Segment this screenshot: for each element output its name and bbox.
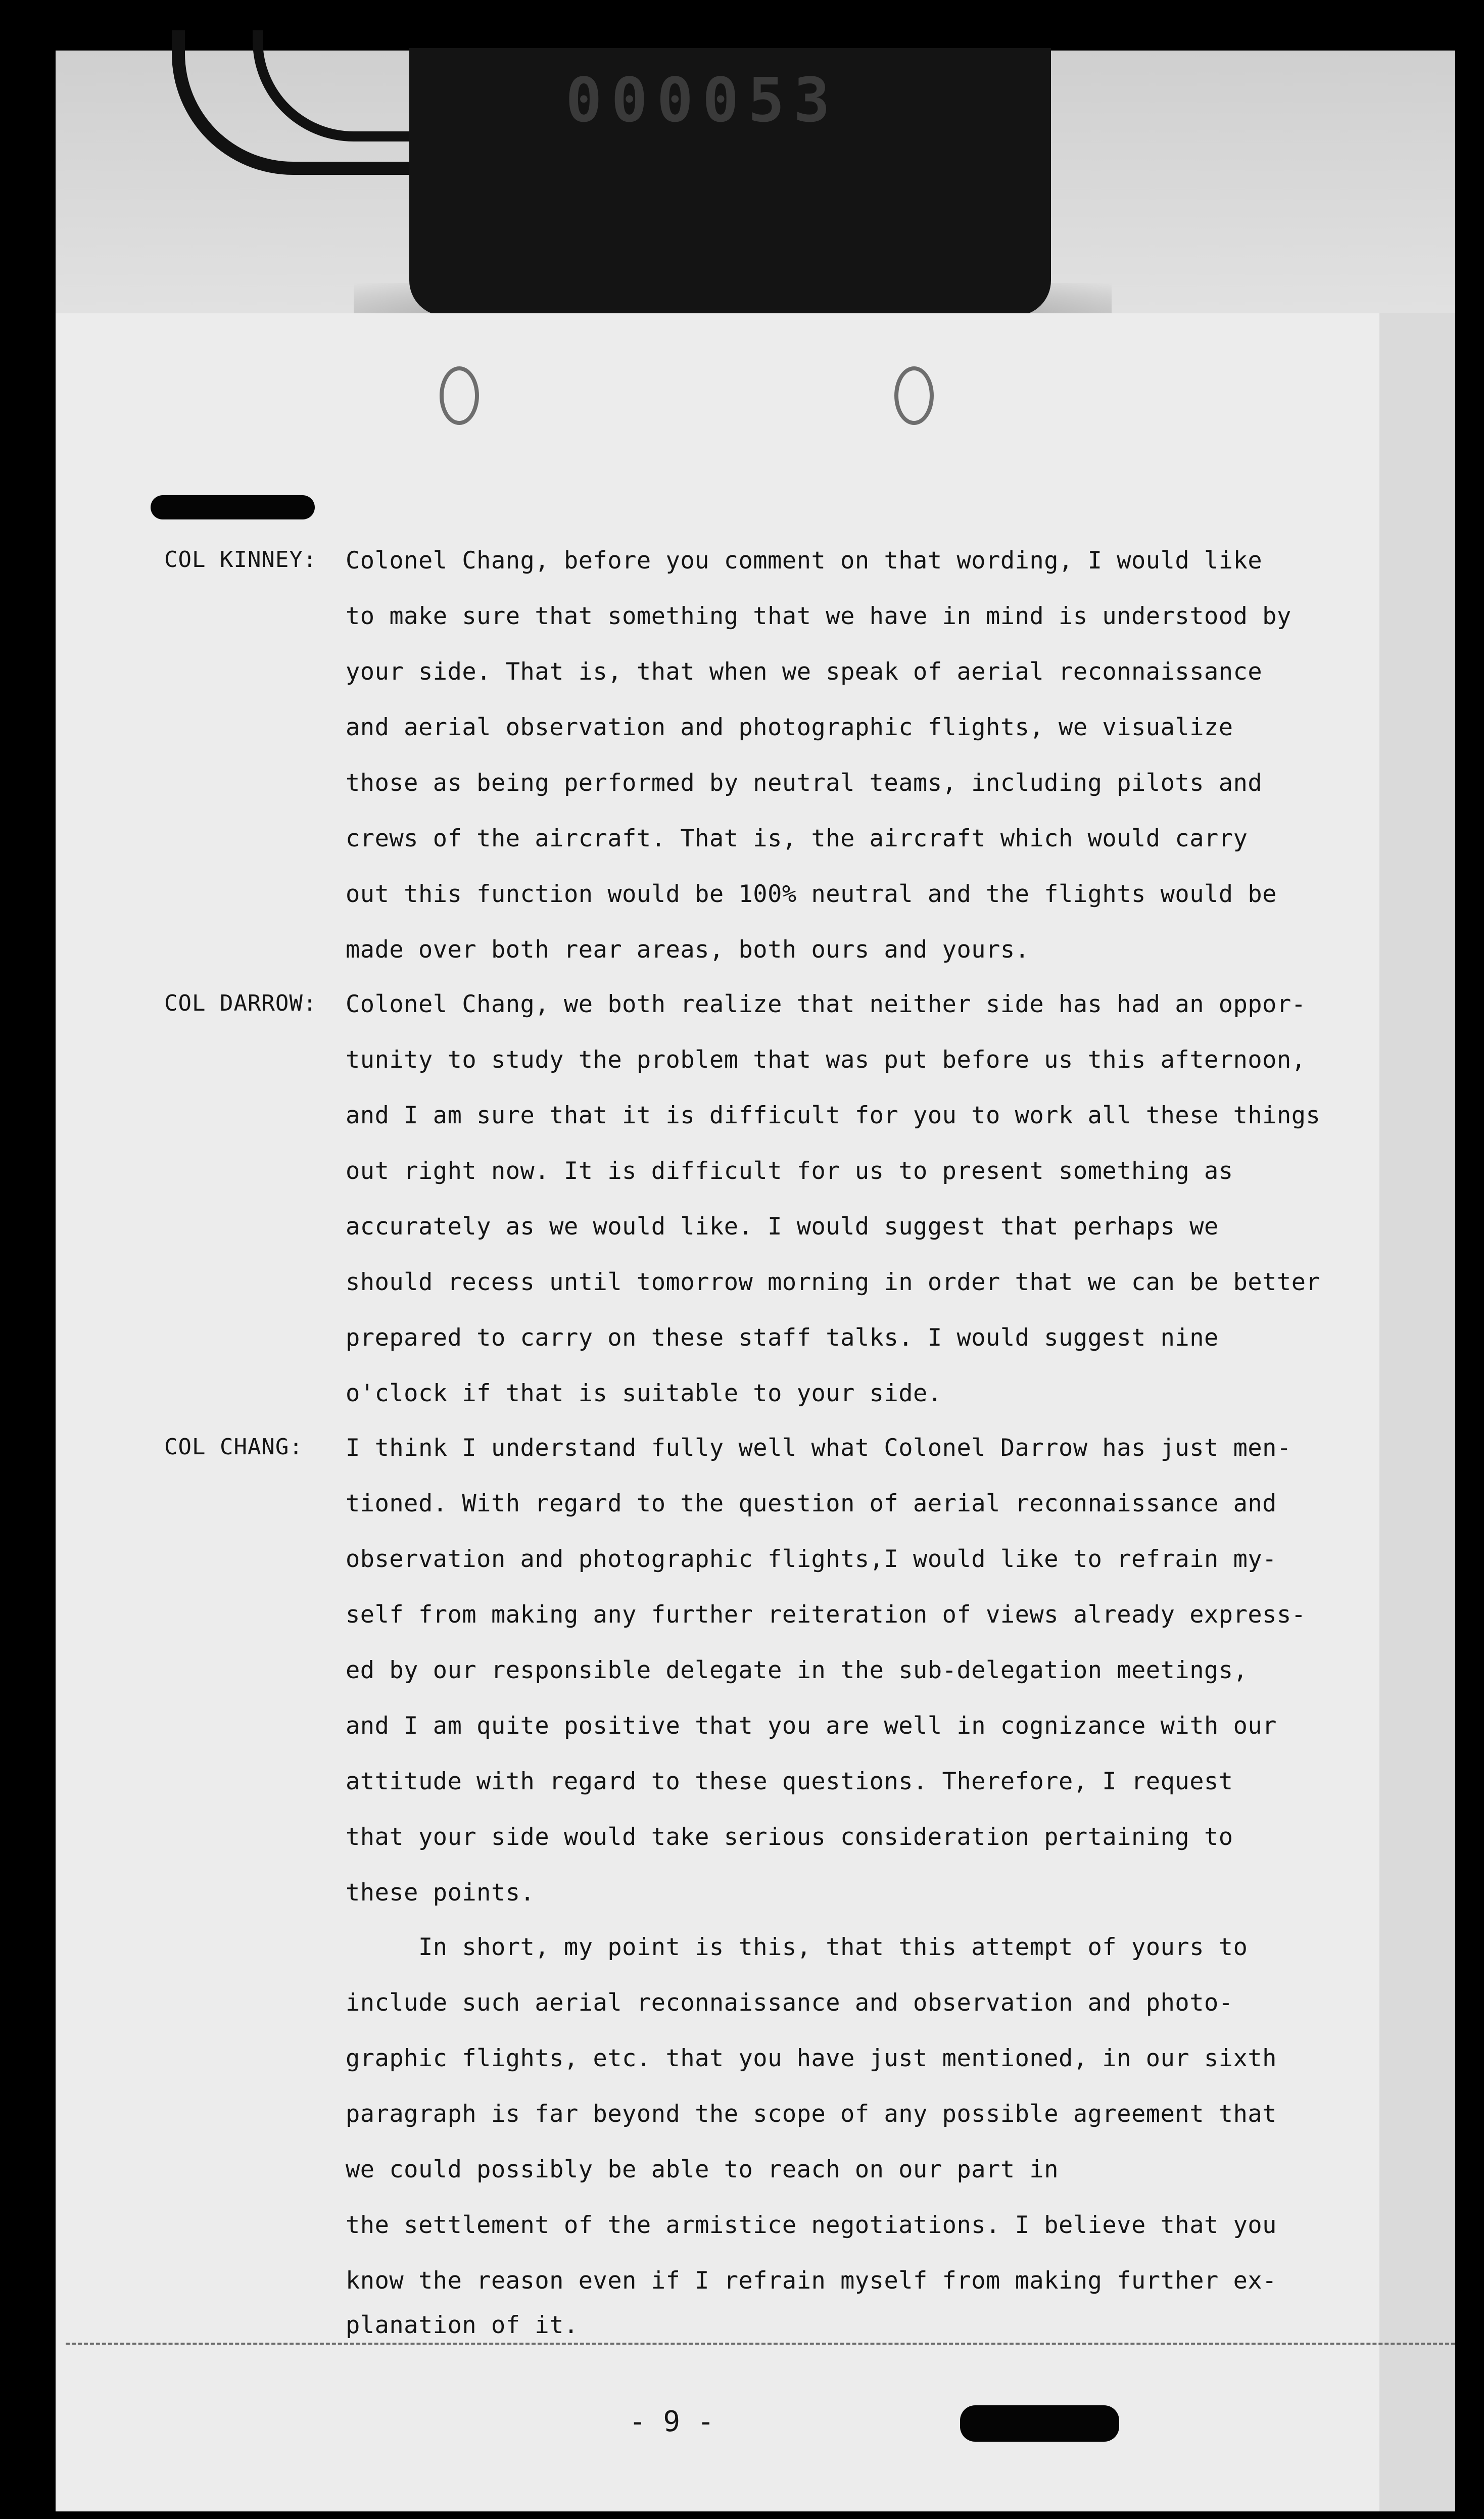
frame-number: 000053: [565, 66, 839, 136]
text-line: that your side would take serious consideration pertaining to: [346, 1823, 1233, 1851]
text-line: should recess until tomorrow morning in order that we can be better: [346, 1268, 1321, 1296]
text-line: your side. That is, that when we speak of aerial reconnaissance: [346, 658, 1263, 686]
text-line: to make sure that something that we have in mind is understood by: [346, 602, 1291, 630]
text-line: observation and photographic flights,I would like to refrain my-: [346, 1545, 1277, 1573]
paragraph-first-line: In short, my point is this, that this attempt of yours to: [418, 1933, 1248, 1961]
text-line: ed by our responsible delegate in the sub-delegation meetings,: [346, 1656, 1248, 1684]
text-line: and I am quite positive that you are well in cognizance with our: [346, 1712, 1277, 1740]
text-line: I think I understand fully well what Colonel Darrow has just men-: [346, 1434, 1291, 1462]
page-edge: [1379, 313, 1455, 2511]
page-number: - 9 -: [629, 2405, 714, 2438]
text-line: know the reason even if I refrain myself from making further ex-: [346, 2267, 1277, 2295]
text-line: tunity to study the problem that was put before us this afternoon,: [346, 1046, 1306, 1074]
text-line: graphic flights, etc. that you have just mentioned, in our sixth: [346, 2045, 1277, 2072]
fold-line: [66, 2343, 1455, 2345]
punch-hole-right: [894, 366, 934, 425]
text-line: o'clock if that is suitable to your side.: [346, 1380, 942, 1407]
text-line: include such aerial reconnaissance and observation and photo-: [346, 1989, 1233, 2017]
text-line: out right now. It is difficult for us to present something as: [346, 1157, 1233, 1185]
text-line: attitude with regard to these questions. Therefore, I request: [346, 1768, 1233, 1795]
text-line: planation of it.: [346, 2311, 579, 2339]
speaker-label-darrow: COL DARROW:: [164, 990, 317, 1016]
text-line: out this function would be 100% neutral and the flights would be: [346, 880, 1277, 908]
speaker-label-chang: COL CHANG:: [164, 1434, 303, 1460]
text-line: those as being performed by neutral teams, including pilots and: [346, 769, 1263, 797]
text-line: Colonel Chang, we both realize that neither side has had an oppor-: [346, 990, 1306, 1018]
text-line: tioned. With regard to the question of aerial reconnaissance and: [346, 1490, 1277, 1517]
text-line: Colonel Chang, before you comment on that wording, I would like: [346, 547, 1263, 575]
text-line: we could possibly be able to reach on our part in: [346, 2156, 1059, 2183]
text-line: accurately as we would like. I would suggest that perhaps we: [346, 1213, 1219, 1241]
text-line: these points.: [346, 1879, 535, 1907]
text-line: made over both rear areas, both ours and yours.: [346, 936, 1030, 964]
speaker-label-kinney: COL KINNEY:: [164, 547, 317, 573]
text-line: paragraph is far beyond the scope of any possible agreement that: [346, 2100, 1277, 2128]
redaction-mark-top: [151, 495, 315, 519]
text-line: prepared to carry on these staff talks. I would suggest nine: [346, 1324, 1219, 1352]
text-line: crews of the aircraft. That is, the aircraft which would carry: [346, 825, 1248, 852]
text-line: and aerial observation and photographic flights, we visualize: [346, 714, 1233, 741]
redaction-mark-footer: [960, 2405, 1119, 2442]
text-line: self from making any further reiteration of views already express-: [346, 1601, 1306, 1629]
text-line: the settlement of the armistice negotiations. I believe that you: [346, 2211, 1277, 2239]
punch-hole-left: [440, 366, 479, 425]
text-line: and I am sure that it is difficult for you to work all these things: [346, 1102, 1321, 1129]
